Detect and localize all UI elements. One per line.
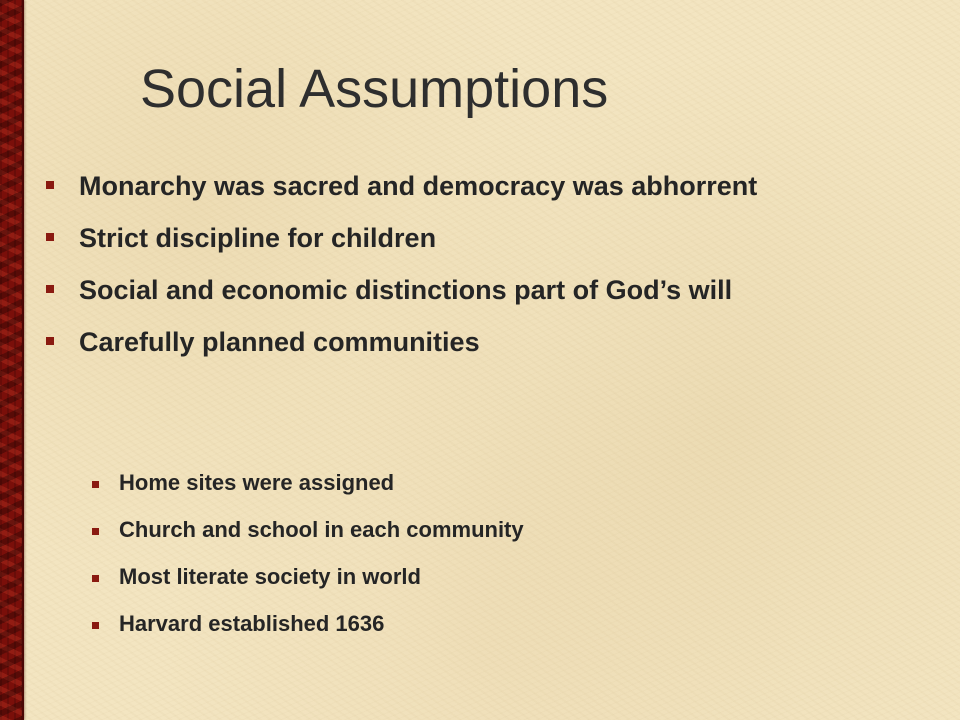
bullet-text: Strict discipline for children: [79, 223, 437, 253]
sub-bullet-text: Home sites were assigned: [119, 470, 395, 495]
sub-bullet-item: [92, 517, 912, 543]
decorative-left-border: [0, 0, 24, 720]
bullet-list: [44, 166, 924, 374]
sub-bullet-item: [92, 611, 912, 637]
sub-bullet-item: [92, 564, 912, 590]
square-bullet-icon: [92, 575, 99, 582]
square-bullet-icon: [46, 337, 54, 345]
bullet-text: Social and economic distinctions part of God’s will: [79, 275, 733, 305]
square-bullet-icon: [46, 233, 54, 241]
sub-bullet-text: Church and school in each community: [119, 517, 524, 542]
square-bullet-icon: [46, 181, 54, 189]
bullet-text: Carefully planned communities: [79, 327, 480, 357]
square-bullet-icon: [92, 528, 99, 535]
square-bullet-icon: [92, 622, 99, 629]
bullet-item: [44, 166, 924, 206]
square-bullet-icon: [92, 481, 99, 488]
slide-title: Social Assumptions: [140, 59, 609, 119]
bullet-item: [44, 270, 924, 310]
bullet-item: [44, 218, 924, 258]
sub-bullet-text: Harvard established 1636: [119, 611, 385, 636]
sub-bullet-list: [92, 470, 912, 658]
bullet-text: Monarchy was sacred and democracy was abhorrent: [79, 171, 758, 201]
square-bullet-icon: [46, 285, 54, 293]
sub-bullet-text: Most literate society in world: [119, 564, 421, 589]
bullet-item: [44, 322, 924, 362]
sub-bullet-item: [92, 470, 912, 496]
